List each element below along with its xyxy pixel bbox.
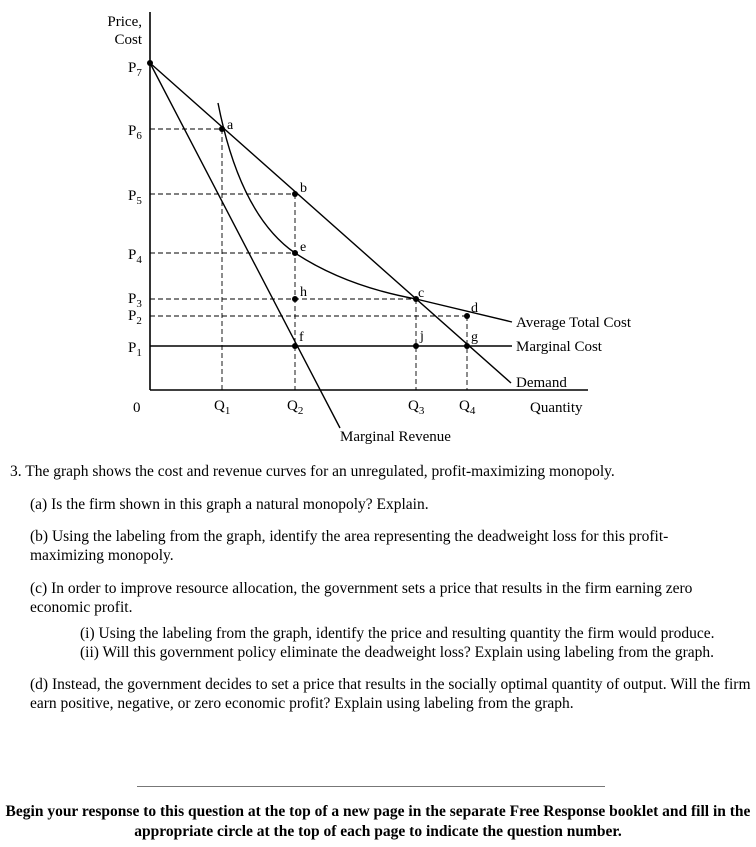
- response-instructions: Begin your response to this question at the top of a new page in the separate Free Response booklet and fill in the appropriate circle at the top of each page to indicate the question number.: [5, 803, 751, 840]
- point-label-g: g: [471, 330, 478, 345]
- price-label-p4: $P_4$: [128, 247, 142, 266]
- point-a: [219, 126, 225, 132]
- point-label-b: b: [300, 181, 307, 196]
- price-label-p2: $P_2$: [128, 308, 142, 327]
- x-axis-label: Quantity: [530, 400, 583, 416]
- price-label-p1: $P_1$: [128, 340, 142, 359]
- curve-label-atc: Average Total Cost: [516, 315, 632, 331]
- point-label-f: f: [299, 330, 304, 345]
- point-label-d: d: [471, 301, 478, 316]
- marginal-revenue-curve: [150, 63, 340, 428]
- question-part-c-ii: (ii) Will this government policy eliminate the deadweight loss? Explain using labeling from the graph.: [80, 644, 715, 661]
- question-part-c: (c) In order to improve resource allocation, the government sets a price that results in the firm earning zero economic profit.: [30, 580, 693, 616]
- point-h: [292, 296, 298, 302]
- price-label-p5: $P_5$: [128, 188, 142, 207]
- point-g: [464, 343, 470, 349]
- point-f: [292, 343, 298, 349]
- origin-label: 0: [133, 400, 141, 416]
- curve-label-mr: Marginal Revenue: [340, 429, 451, 445]
- point-e: [292, 250, 298, 256]
- point-label-j: j: [420, 329, 424, 344]
- point-j: [413, 343, 419, 349]
- y-axis-label-line2: Cost: [114, 32, 142, 48]
- quantity-label-q3: $Q_3$: [408, 398, 425, 417]
- point-b: [292, 191, 298, 197]
- point-p7: [147, 60, 153, 66]
- question-part-c-i: (i) Using the labeling from the graph, identify the price and resulting quantity the firm would produce.: [80, 625, 715, 642]
- price-label-p6: $P_6$: [128, 123, 142, 142]
- dashed-guides: [150, 129, 467, 390]
- average-total-cost-curve: [218, 103, 512, 322]
- divider-line: [137, 786, 605, 787]
- demand-curve: [150, 63, 511, 383]
- quantity-label-q2: $Q_2$: [287, 398, 304, 417]
- question-part-a: (a) Is the firm shown in this graph a natural monopoly? Explain.: [30, 496, 429, 513]
- quantity-label-q1: $Q_1$: [214, 398, 231, 417]
- point-label-h: h: [300, 285, 307, 300]
- point-label-c: c: [418, 286, 425, 301]
- question-part-b: (b) Using the labeling from the graph, identify the area representing the deadweight loss for this profit-maximizing monopoly.: [30, 528, 669, 564]
- curve-label-mc: Marginal Cost: [516, 339, 602, 355]
- price-label-p3: $P_3$: [128, 291, 142, 310]
- point-label-a: a: [227, 118, 234, 133]
- curve-label-demand: Demand: [516, 375, 567, 391]
- question-part-d: (d) Instead, the government decides to set a price that results in the socially optimal quantity of output. Will the firm earn positive, negative, or zero economic profit? Explain using labeling from the graph.: [30, 676, 751, 712]
- point-label-e: e: [300, 240, 307, 255]
- question-stem: 3. The graph shows the cost and revenue curves for an unregulated, profit-maximizing monopoly.: [10, 463, 615, 480]
- point-d: [464, 313, 470, 319]
- price-label-p7: $P_7$: [128, 60, 142, 79]
- y-axis-label-line1: Price,: [107, 14, 142, 30]
- quantity-label-q4: $Q_4$: [459, 398, 476, 417]
